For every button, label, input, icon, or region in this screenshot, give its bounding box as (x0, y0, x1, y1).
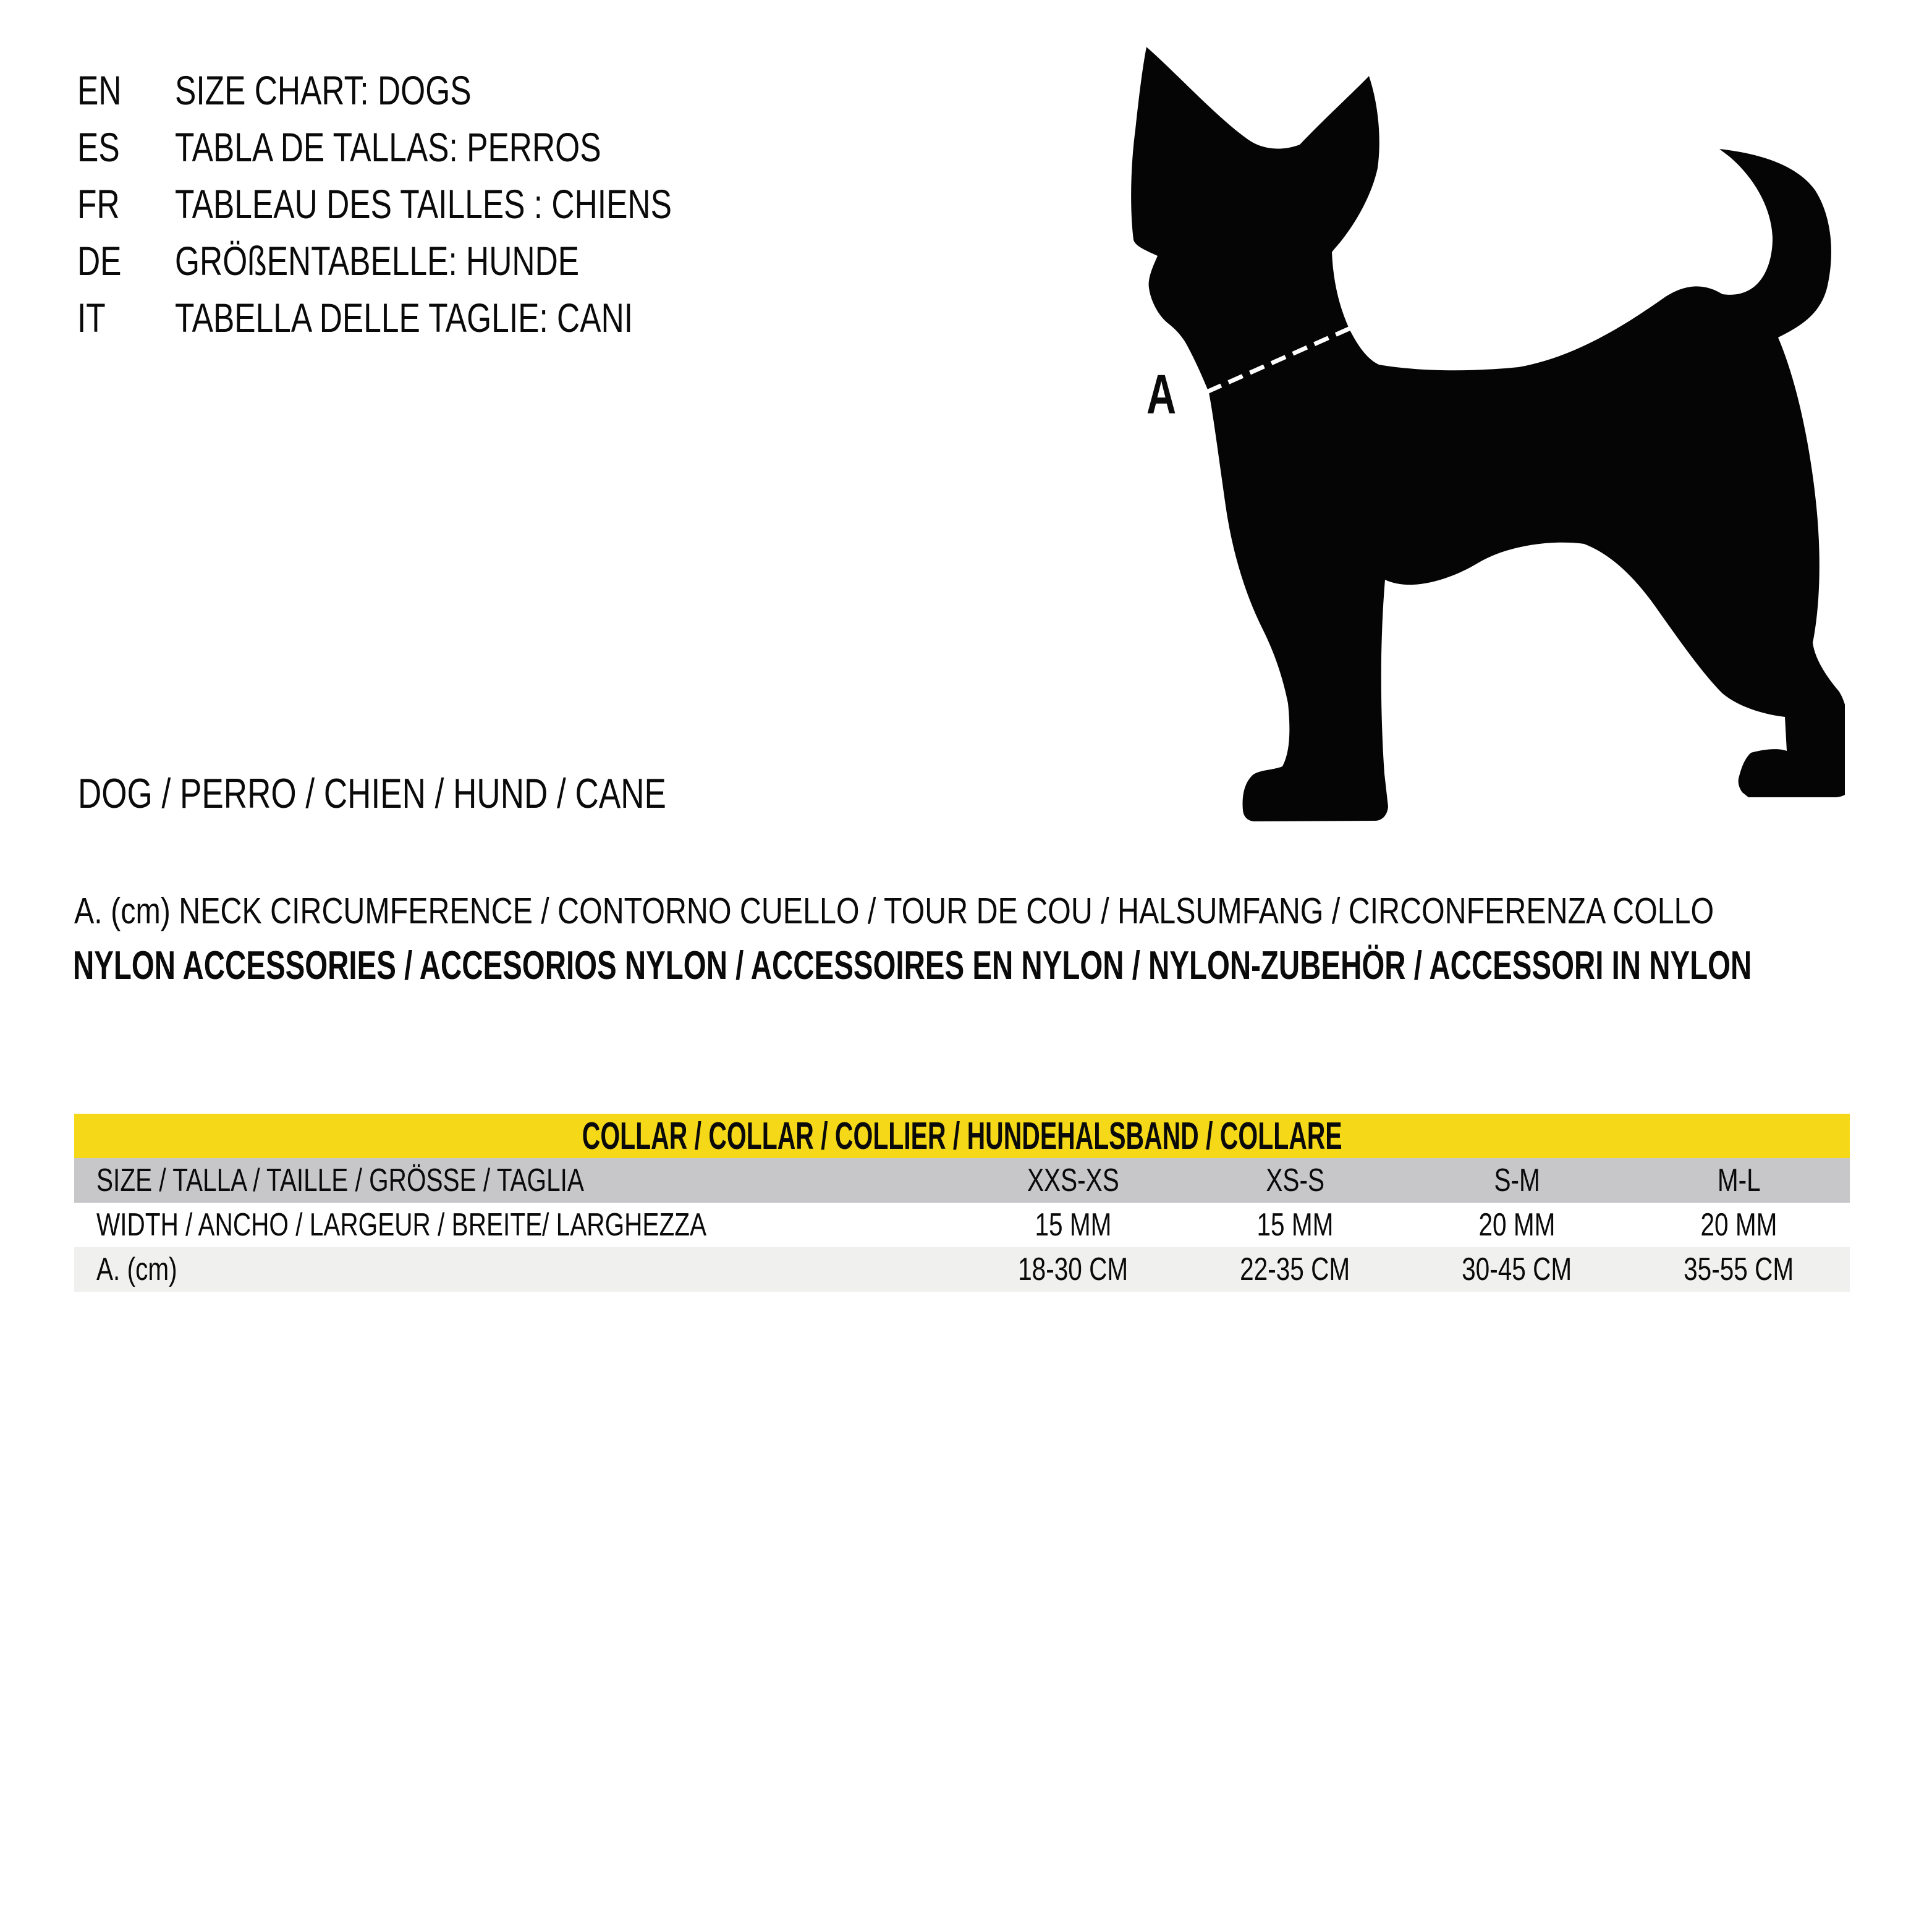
row-label-cell (74, 1206, 962, 1244)
neck-value: 35-55 CM (1684, 1252, 1794, 1287)
size-table (74, 1114, 1850, 1292)
dog-caption (78, 770, 832, 817)
size-table-row-width (74, 1203, 1850, 1247)
size-value: M-L (1717, 1163, 1761, 1198)
width-cell (1184, 1206, 1406, 1244)
size-table-row-neck (74, 1247, 1850, 1292)
dog-caption-text: DOG / PERRO / CHIEN / HUND / CANE (78, 770, 666, 817)
language-title: TABLA DE TALLAS: PERROS (175, 124, 601, 170)
language-code: IT (77, 295, 106, 341)
language-row-es (77, 124, 1004, 170)
size-cell (1406, 1162, 1628, 1199)
size-table-row-size (74, 1158, 1850, 1203)
row-label-cell (74, 1162, 962, 1199)
size-table-title: COLLAR / COLLAR / COLLIER / HUNDEHALSBAND / COLLARE (582, 1114, 1342, 1158)
width-value: 20 MM (1478, 1207, 1556, 1243)
neck-cell (1406, 1251, 1628, 1288)
size-cell (1628, 1162, 1850, 1199)
width-cell (1406, 1206, 1628, 1244)
size-value: XS-S (1265, 1163, 1324, 1198)
neck-value: 22-35 CM (1240, 1252, 1350, 1287)
size-cell (962, 1162, 1184, 1199)
width-value: 20 MM (1700, 1207, 1777, 1243)
measure-point-letter: A (1146, 364, 1177, 426)
dog-figure (1122, 37, 1845, 822)
row-label: SIZE / TALLA / TAILLE / GRÖSSE / TAGLIA (96, 1163, 584, 1198)
measurement-note-text: A. (cm) NECK CIRCUMFERENCE / CONTORNO CUELLO / TOUR DE COU / HALSUMFANG / CIRCONFERENZA COLLO (74, 891, 1714, 931)
language-code: EN (77, 67, 122, 113)
width-cell (962, 1206, 1184, 1244)
neck-cell (962, 1251, 1184, 1288)
dog-silhouette-icon (1122, 37, 1845, 822)
language-code: DE (77, 238, 122, 284)
material-note-text: NYLON ACCESSORIES / ACCESORIOS NYLON / ACCESSOIRES EN NYLON / NYLON-ZUBEHÖR / ACCESSORI IN NYLON (73, 943, 1752, 988)
language-title: GRÖßENTABELLE: HUNDE (175, 238, 580, 284)
size-value: XXS-XS (1027, 1163, 1119, 1198)
width-cell (1628, 1206, 1850, 1244)
size-cell (1184, 1162, 1406, 1199)
neck-value: 30-45 CM (1462, 1252, 1572, 1287)
measure-point-label (1146, 364, 1187, 426)
neck-cell (1628, 1251, 1850, 1288)
row-label-cell (74, 1251, 962, 1288)
measurement-note (74, 893, 1932, 930)
language-row-en (77, 67, 1004, 113)
neck-cell (1184, 1251, 1406, 1288)
language-row-fr (77, 181, 1004, 227)
width-value: 15 MM (1256, 1207, 1334, 1243)
language-title-block (77, 0, 1004, 371)
language-row-de (77, 238, 1004, 284)
row-label: WIDTH / ANCHO / LARGEUR / BREITE/ LARGHEZZA (96, 1207, 707, 1243)
row-label: A. (cm) (96, 1252, 177, 1287)
language-code: FR (77, 181, 120, 227)
size-table-header (74, 1114, 1850, 1158)
language-title: TABELLA DELLE TAGLIE: CANI (175, 295, 633, 341)
language-title: TABLEAU DES TAILLES : CHIENS (175, 181, 672, 227)
dog-body-shape (1131, 47, 1845, 821)
material-note (73, 943, 1932, 988)
neck-value: 18-30 CM (1018, 1252, 1129, 1287)
language-title: SIZE CHART: DOGS (175, 67, 472, 113)
size-value: S-M (1494, 1163, 1540, 1198)
width-value: 15 MM (1035, 1207, 1112, 1243)
language-row-it (77, 295, 1004, 341)
language-code: ES (77, 124, 120, 170)
